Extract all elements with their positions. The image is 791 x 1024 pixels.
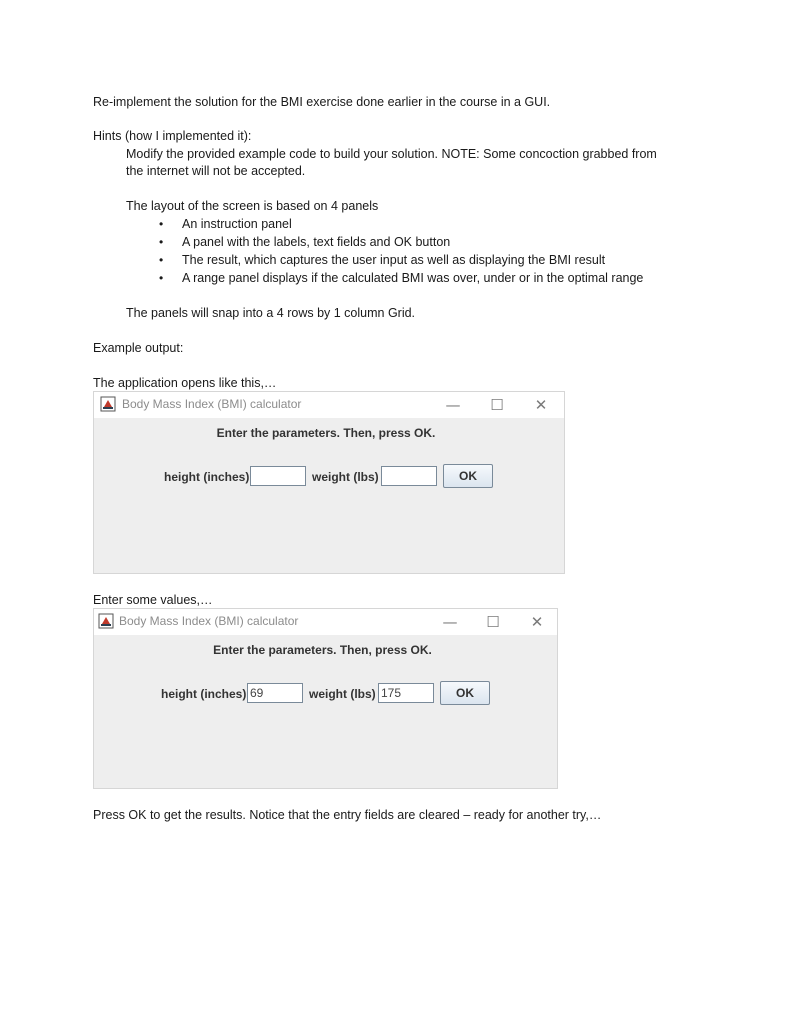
opens-caption: The application opens like this,… [93, 376, 277, 390]
press-caption: Press OK to get the results. Notice that the entry fields are cleared – ready for another try,… [93, 808, 602, 822]
minimize-icon[interactable]: — [442, 613, 458, 631]
weight-label: weight (lbs) [312, 470, 379, 484]
intro-text: Re-implement the solution for the BMI exercise done earlier in the course in a GUI. [93, 95, 551, 109]
hint-line-1: Modify the provided example code to build your solution. NOTE: Some concoction grabbed from [126, 147, 657, 161]
java-app-icon [98, 613, 114, 629]
bullet-dot: • [159, 235, 164, 249]
height-label: height (inches) [164, 470, 250, 484]
hints-heading: Hints (how I implemented it): [93, 129, 252, 143]
maximize-icon[interactable]: ☐ [490, 396, 504, 414]
bullet-item: A range panel displays if the calculated BMI was over, under or in the optimal range [182, 271, 644, 285]
close-icon[interactable]: ✕ [530, 613, 544, 631]
maximize-icon[interactable]: ☐ [486, 613, 500, 631]
grid-line: The panels will snap into a 4 rows by 1 column Grid. [126, 306, 416, 320]
minimize-icon[interactable]: — [445, 396, 461, 414]
hint-line-2: the internet will not be accepted. [126, 164, 306, 178]
window-titlebar[interactable] [94, 392, 564, 418]
instruction-label: Enter the parameters. Then, press OK. [213, 643, 432, 657]
bullet-dot: • [159, 253, 164, 267]
weight-input[interactable]: 175 [378, 683, 434, 703]
instruction-label: Enter the parameters. Then, press OK. [216, 426, 436, 440]
bullet-dot: • [159, 271, 164, 285]
window-content [94, 418, 564, 573]
height-input[interactable] [250, 466, 306, 486]
ok-button[interactable]: OK [443, 464, 493, 488]
bmi-window-empty [93, 391, 565, 574]
window-titlebar[interactable] [94, 609, 557, 635]
bullet-item: The result, which captures the user input as well as displaying the BMI result [182, 253, 606, 267]
weight-label: weight (lbs) [309, 687, 376, 701]
bmi-window-filled [93, 608, 558, 789]
example-heading: Example output: [93, 341, 184, 355]
bullet-dot: • [159, 217, 164, 231]
window-title: Body Mass Index (BMI) calculator [122, 397, 302, 411]
height-input[interactable]: 69 [247, 683, 303, 703]
java-app-icon [100, 396, 116, 412]
enter-caption: Enter some values,… [93, 593, 213, 607]
bullet-item: An instruction panel [182, 217, 292, 231]
ok-button[interactable]: OK [440, 681, 490, 705]
layout-line: The layout of the screen is based on 4 panels [126, 199, 379, 213]
weight-input[interactable] [381, 466, 437, 486]
close-icon[interactable]: ✕ [534, 396, 548, 414]
window-title: Body Mass Index (BMI) calculator [119, 614, 299, 628]
window-content [94, 635, 557, 788]
height-label: height (inches) [161, 687, 247, 701]
bullet-item: A panel with the labels, text fields and OK button [182, 235, 451, 249]
